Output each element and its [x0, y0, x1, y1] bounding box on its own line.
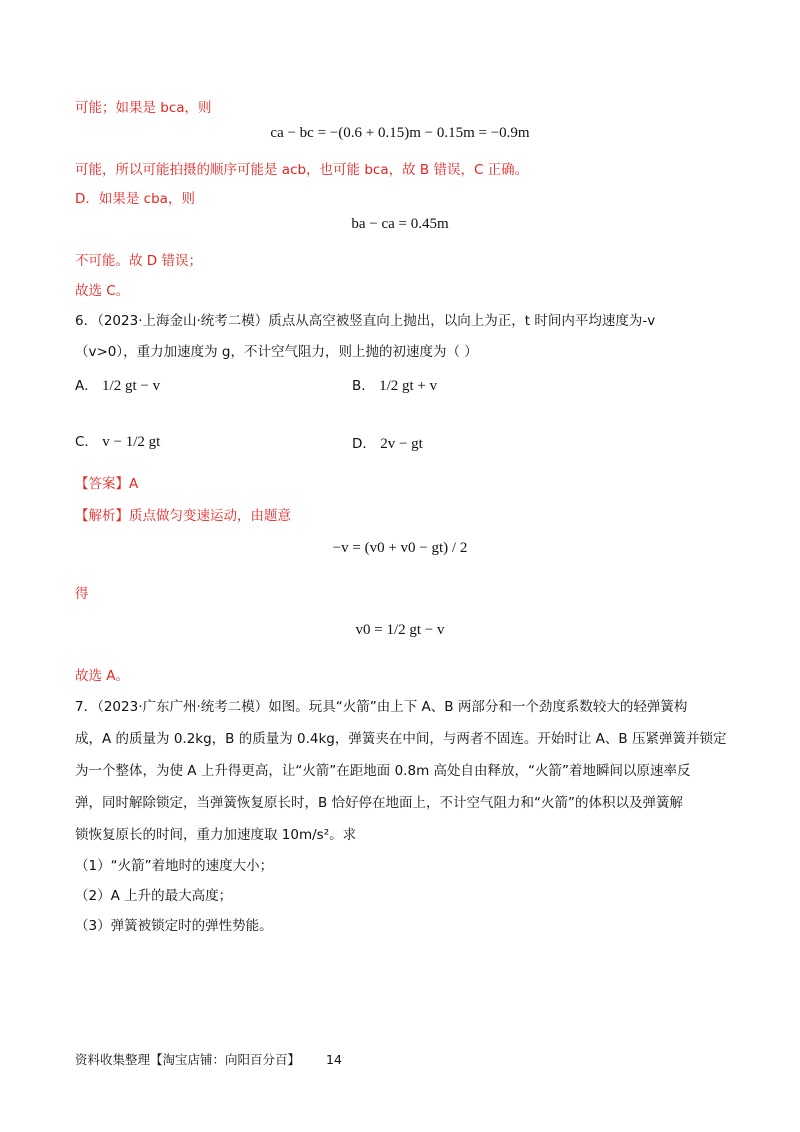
q6-analysis: 【解析】质点做匀变速运动，由题意: [75, 508, 291, 524]
solution-line-2: 可能，所以可能拍摄的顺序可能是 acb，也可能 bca，故 B 错误，C 正确。: [75, 162, 529, 178]
q6-equation-2: v0 = 1/2 gt − v: [355, 622, 445, 638]
q6-conclusion: 故选 A。: [75, 668, 130, 684]
q7-line-1: 7．（2023·广东广州·统考二模）如图。玩具“火箭”由上下 A、B 两部分和一个劲度系数较大的轻弹簧构: [75, 699, 688, 715]
solution-line-4: 不可能。故 D 错误；: [75, 253, 202, 269]
q7-subquestion-3: （3）弹簧被锁定时的弹性势能。: [75, 918, 273, 934]
option-b-math: 1/2 gt + v: [379, 378, 438, 394]
q7-line-2: 成，A 的质量为 0.2kg，B 的质量为 0.4kg，弹簧夹在中间，与两者不固连。开始时让 A、B 压紧弹簧并锁定: [75, 731, 727, 747]
option-c-label: C．: [75, 434, 98, 450]
page-footer: [75, 1050, 342, 1068]
option-c-math: v − 1/2 gt: [102, 434, 161, 450]
option-d-math: 2v − gt: [380, 436, 423, 452]
q7-line-5: 锁恢复原长的时间，重力加速度取 10m/s²。求: [75, 827, 357, 843]
solution-line-3: D．如果是 cba，则: [75, 191, 195, 207]
q7-subquestion-1: （1）“火箭”着地时的速度大小；: [75, 858, 274, 874]
q6-stem-line-2: （v>0），重力加速度为 g，不计空气阻力，则上抛的初速度为（ ）: [75, 344, 478, 360]
q6-option-d: [352, 434, 423, 454]
option-a-math: 1/2 gt − v: [102, 378, 161, 394]
equation-ca-bc: ca − bc = −(0.6 + 0.15)m − 0.15m = −0.9m: [270, 125, 530, 141]
q6-de: 得: [75, 586, 89, 602]
equation-ba-ca: ba − ca = 0.45m: [351, 216, 449, 232]
q6-equation-1: −v = (v0 + v0 − gt) / 2: [332, 540, 468, 556]
option-a-label: A．: [75, 378, 98, 394]
option-b-label: B．: [352, 378, 375, 394]
q7-line-4: 弹，同时解除锁定，当弹簧恢复原长时，B 恰好停在地面上，不计空气阻力和“火箭”的体积以及弹簧解: [75, 795, 684, 811]
solution-line-5: 故选 C。: [75, 283, 130, 299]
option-d-label: D．: [352, 436, 376, 452]
q6-option-b: [352, 376, 437, 396]
footer-source-text: 资料收集整理【淘宝店铺：向阳百分百】: [75, 1052, 301, 1067]
q6-option-a: [75, 376, 160, 396]
solution-line-1: 可能；如果是 bca，则: [75, 100, 212, 116]
q6-stem-line-1: 6．（2023·上海金山·统考二模）质点从高空被竖直向上抛出，以向上为正，t 时间内平均速度为-v: [75, 313, 656, 329]
q7-line-3: 为一个整体，为使 A 上升得更高，让“火箭”在距地面 0.8m 高处自由释放，“火箭”着地瞬间以原速率反: [75, 763, 691, 779]
q6-option-c: [75, 432, 160, 452]
page-number: 14: [326, 1052, 342, 1067]
q6-answer: 【答案】A: [75, 476, 139, 492]
q7-subquestion-2: （2）A 上升的最大高度；: [75, 888, 233, 904]
